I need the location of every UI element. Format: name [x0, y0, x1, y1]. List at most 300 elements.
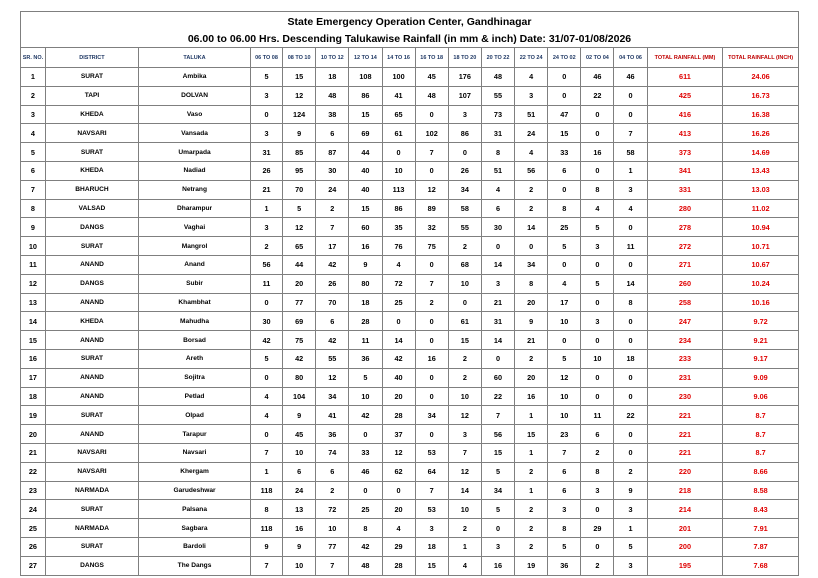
rainfall-report	[20, 11, 799, 576]
cell-h-18-20: 26	[448, 161, 481, 180]
cell-h-12-14: 0	[349, 425, 382, 444]
cell-h-10-12: 48	[316, 86, 349, 105]
column-header-h-20-22: 20 TO 22	[481, 48, 514, 68]
cell-total-mm: 218	[647, 481, 723, 500]
cell-h-10-12: 12	[316, 368, 349, 387]
cell-district: ANAND	[45, 387, 138, 406]
cell-h-08-10: 69	[283, 312, 316, 331]
cell-h-12-14: 15	[349, 105, 382, 124]
cell-district: DANGS	[45, 218, 138, 237]
cell-taluka: Tarapur	[139, 425, 251, 444]
cell-h-22-24: 14	[515, 218, 548, 237]
cell-h-10-12: 42	[316, 331, 349, 350]
cell-h-02-04: 0	[581, 124, 614, 143]
cell-h-02-04: 0	[581, 161, 614, 180]
cell-h-06-08: 118	[250, 519, 282, 538]
cell-h-24-02: 3	[548, 500, 581, 519]
cell-h-18-20: 3	[448, 105, 481, 124]
cell-total-mm: 272	[647, 237, 723, 256]
cell-district: VALSAD	[45, 199, 138, 218]
cell-h-22-24: 2	[515, 199, 548, 218]
cell-h-04-06: 0	[614, 312, 647, 331]
cell-h-18-20: 12	[448, 462, 481, 481]
cell-h-02-04: 0	[581, 500, 614, 519]
cell-h-16-18: 0	[415, 331, 448, 350]
cell-district: BHARUCH	[45, 180, 138, 199]
cell-h-04-06: 0	[614, 368, 647, 387]
cell-taluka: Khergam	[139, 462, 251, 481]
cell-h-04-06: 3	[614, 556, 647, 575]
column-header-total-inch: TOTAL RAINFALL (INCH)	[723, 48, 799, 68]
cell-taluka: Nadiad	[139, 161, 251, 180]
cell-h-04-06: 5	[614, 537, 647, 556]
cell-h-10-12: 42	[316, 255, 349, 274]
cell-h-06-08: 9	[250, 537, 282, 556]
report-title: State Emergency Operation Center, Gandhinagar	[21, 12, 799, 31]
table-row	[21, 218, 799, 237]
cell-h-16-18: 32	[415, 218, 448, 237]
cell-h-06-08: 3	[250, 218, 282, 237]
cell-h-14-16: 37	[382, 425, 415, 444]
cell-h-08-10: 124	[283, 105, 316, 124]
cell-total-inch: 8.7	[723, 443, 799, 462]
cell-h-22-24: 34	[515, 255, 548, 274]
cell-district: DANGS	[45, 274, 138, 293]
cell-h-22-24: 20	[515, 293, 548, 312]
cell-district: SURAT	[45, 68, 138, 87]
cell-h-04-06: 2	[614, 462, 647, 481]
cell-h-20-22: 31	[481, 312, 514, 331]
cell-total-inch: 14.69	[723, 143, 799, 162]
cell-h-18-20: 3	[448, 425, 481, 444]
cell-h-02-04: 10	[581, 349, 614, 368]
cell-district: ANAND	[45, 331, 138, 350]
cell-h-22-24: 24	[515, 124, 548, 143]
cell-h-08-10: 9	[283, 406, 316, 425]
cell-h-16-18: 15	[415, 556, 448, 575]
cell-taluka: The Dangs	[139, 556, 251, 575]
cell-sr-no: 21	[21, 443, 46, 462]
cell-h-14-16: 10	[382, 161, 415, 180]
cell-total-inch: 8.58	[723, 481, 799, 500]
cell-h-06-08: 7	[250, 556, 282, 575]
table-row	[21, 331, 799, 350]
cell-sr-no: 4	[21, 124, 46, 143]
cell-h-16-18: 0	[415, 387, 448, 406]
cell-h-16-18: 7	[415, 274, 448, 293]
cell-h-12-14: 42	[349, 537, 382, 556]
cell-total-mm: 611	[647, 68, 723, 87]
cell-h-04-06: 8	[614, 293, 647, 312]
cell-h-20-22: 5	[481, 462, 514, 481]
cell-h-02-04: 16	[581, 143, 614, 162]
cell-total-inch: 9.17	[723, 349, 799, 368]
cell-h-16-18: 48	[415, 86, 448, 105]
cell-h-22-24: 2	[515, 462, 548, 481]
cell-h-10-12: 2	[316, 199, 349, 218]
cell-h-16-18: 53	[415, 443, 448, 462]
cell-h-06-08: 3	[250, 124, 282, 143]
cell-h-18-20: 86	[448, 124, 481, 143]
cell-total-inch: 13.43	[723, 161, 799, 180]
cell-taluka: Sojitra	[139, 368, 251, 387]
table-row	[21, 105, 799, 124]
cell-h-12-14: 86	[349, 86, 382, 105]
cell-total-mm: 425	[647, 86, 723, 105]
cell-h-22-24: 4	[515, 68, 548, 87]
cell-h-20-22: 51	[481, 161, 514, 180]
cell-district: SURAT	[45, 500, 138, 519]
cell-district: KHEDA	[45, 161, 138, 180]
cell-h-12-14: 8	[349, 519, 382, 538]
cell-h-08-10: 5	[283, 199, 316, 218]
cell-h-24-02: 12	[548, 368, 581, 387]
cell-sr-no: 1	[21, 68, 46, 87]
cell-taluka: Umarpada	[139, 143, 251, 162]
cell-h-06-08: 4	[250, 387, 282, 406]
cell-taluka: Ambika	[139, 68, 251, 87]
cell-total-mm: 260	[647, 274, 723, 293]
header-row	[21, 48, 799, 68]
cell-sr-no: 27	[21, 556, 46, 575]
cell-h-20-22: 6	[481, 199, 514, 218]
cell-sr-no: 20	[21, 425, 46, 444]
cell-h-14-16: 25	[382, 293, 415, 312]
table-row	[21, 481, 799, 500]
cell-h-14-16: 72	[382, 274, 415, 293]
cell-taluka: Olpad	[139, 406, 251, 425]
cell-h-22-24: 56	[515, 161, 548, 180]
cell-total-inch: 9.72	[723, 312, 799, 331]
cell-h-18-20: 7	[448, 443, 481, 462]
cell-taluka: Vaghai	[139, 218, 251, 237]
column-header-total-mm: TOTAL RAINFALL (MM)	[647, 48, 723, 68]
cell-total-inch: 11.02	[723, 199, 799, 218]
column-header-h-04-06: 04 TO 06	[614, 48, 647, 68]
cell-h-10-12: 7	[316, 218, 349, 237]
cell-h-02-04: 46	[581, 68, 614, 87]
cell-h-16-18: 53	[415, 500, 448, 519]
cell-h-18-20: 10	[448, 500, 481, 519]
cell-h-04-06: 14	[614, 274, 647, 293]
cell-h-14-16: 35	[382, 218, 415, 237]
cell-h-16-18: 64	[415, 462, 448, 481]
cell-h-06-08: 1	[250, 199, 282, 218]
cell-h-24-02: 23	[548, 425, 581, 444]
cell-taluka: Vaso	[139, 105, 251, 124]
cell-total-mm: 214	[647, 500, 723, 519]
cell-h-16-18: 7	[415, 143, 448, 162]
cell-h-04-06: 0	[614, 387, 647, 406]
cell-h-10-12: 36	[316, 425, 349, 444]
cell-sr-no: 11	[21, 255, 46, 274]
column-header-h-08-10: 08 TO 10	[283, 48, 316, 68]
cell-h-10-12: 26	[316, 274, 349, 293]
cell-h-04-06: 1	[614, 519, 647, 538]
cell-h-20-22: 0	[481, 237, 514, 256]
cell-h-12-14: 0	[349, 481, 382, 500]
cell-h-06-08: 0	[250, 293, 282, 312]
table-row	[21, 293, 799, 312]
cell-sr-no: 16	[21, 349, 46, 368]
cell-district: NARMADA	[45, 519, 138, 538]
cell-h-14-16: 65	[382, 105, 415, 124]
cell-h-20-22: 21	[481, 293, 514, 312]
cell-h-18-20: 2	[448, 368, 481, 387]
cell-h-02-04: 5	[581, 218, 614, 237]
cell-taluka: Mangrol	[139, 237, 251, 256]
cell-h-08-10: 24	[283, 481, 316, 500]
cell-h-06-08: 0	[250, 105, 282, 124]
table-row	[21, 387, 799, 406]
cell-taluka: Petlad	[139, 387, 251, 406]
cell-h-08-10: 20	[283, 274, 316, 293]
cell-h-24-02: 6	[548, 462, 581, 481]
cell-h-08-10: 13	[283, 500, 316, 519]
cell-h-14-16: 100	[382, 68, 415, 87]
cell-h-16-18: 0	[415, 161, 448, 180]
report-subtitle: 06.00 to 06.00 Hrs. Descending Talukawise Rainfall (in mm & inch) Date: 31/07-01/08/2026	[21, 30, 799, 48]
cell-h-16-18: 7	[415, 481, 448, 500]
cell-h-06-08: 8	[250, 500, 282, 519]
cell-h-02-04: 3	[581, 312, 614, 331]
cell-h-24-02: 0	[548, 180, 581, 199]
table-row	[21, 556, 799, 575]
cell-h-22-24: 1	[515, 443, 548, 462]
cell-h-08-10: 6	[283, 462, 316, 481]
cell-total-inch: 10.94	[723, 218, 799, 237]
cell-h-10-12: 70	[316, 293, 349, 312]
cell-total-mm: 221	[647, 406, 723, 425]
cell-h-24-02: 4	[548, 274, 581, 293]
cell-h-14-16: 4	[382, 519, 415, 538]
column-header-h-02-04: 02 TO 04	[581, 48, 614, 68]
cell-h-24-02: 36	[548, 556, 581, 575]
cell-h-04-06: 3	[614, 180, 647, 199]
cell-h-08-10: 15	[283, 68, 316, 87]
cell-h-14-16: 29	[382, 537, 415, 556]
table-row	[21, 124, 799, 143]
cell-total-inch: 16.26	[723, 124, 799, 143]
cell-h-22-24: 2	[515, 349, 548, 368]
cell-h-10-12: 72	[316, 500, 349, 519]
cell-h-14-16: 76	[382, 237, 415, 256]
cell-h-02-04: 4	[581, 199, 614, 218]
cell-h-24-02: 33	[548, 143, 581, 162]
table-row	[21, 161, 799, 180]
cell-h-12-14: 9	[349, 255, 382, 274]
cell-sr-no: 6	[21, 161, 46, 180]
cell-total-inch: 9.06	[723, 387, 799, 406]
cell-h-12-14: 28	[349, 312, 382, 331]
cell-h-08-10: 9	[283, 537, 316, 556]
table-row	[21, 274, 799, 293]
column-header-taluka: TALUKA	[139, 48, 251, 68]
cell-h-24-02: 8	[548, 519, 581, 538]
cell-total-mm: 221	[647, 443, 723, 462]
cell-h-24-02: 47	[548, 105, 581, 124]
cell-total-inch: 16.73	[723, 86, 799, 105]
cell-h-06-08: 56	[250, 255, 282, 274]
cell-h-20-22: 56	[481, 425, 514, 444]
cell-total-mm: 271	[647, 255, 723, 274]
cell-taluka: Anand	[139, 255, 251, 274]
cell-h-12-14: 46	[349, 462, 382, 481]
cell-h-04-06: 18	[614, 349, 647, 368]
cell-h-20-22: 16	[481, 556, 514, 575]
cell-h-20-22: 0	[481, 519, 514, 538]
cell-h-22-24: 3	[515, 86, 548, 105]
cell-h-12-14: 5	[349, 368, 382, 387]
cell-h-18-20: 4	[448, 556, 481, 575]
cell-sr-no: 18	[21, 387, 46, 406]
cell-h-04-06: 7	[614, 124, 647, 143]
cell-h-20-22: 30	[481, 218, 514, 237]
cell-sr-no: 14	[21, 312, 46, 331]
table-row	[21, 462, 799, 481]
cell-h-02-04: 0	[581, 331, 614, 350]
cell-h-24-02: 10	[548, 406, 581, 425]
cell-h-08-10: 16	[283, 519, 316, 538]
cell-h-02-04: 2	[581, 443, 614, 462]
cell-h-16-18: 0	[415, 312, 448, 331]
cell-sr-no: 17	[21, 368, 46, 387]
cell-h-14-16: 61	[382, 124, 415, 143]
cell-h-08-10: 70	[283, 180, 316, 199]
cell-h-12-14: 80	[349, 274, 382, 293]
cell-total-mm: 221	[647, 425, 723, 444]
cell-total-mm: 230	[647, 387, 723, 406]
cell-taluka: Dharampur	[139, 199, 251, 218]
cell-h-20-22: 3	[481, 537, 514, 556]
cell-h-20-22: 5	[481, 500, 514, 519]
cell-h-18-20: 14	[448, 481, 481, 500]
cell-h-02-04: 0	[581, 368, 614, 387]
table-row	[21, 500, 799, 519]
cell-h-08-10: 10	[283, 556, 316, 575]
cell-h-14-16: 41	[382, 86, 415, 105]
cell-h-02-04: 3	[581, 481, 614, 500]
cell-h-14-16: 28	[382, 556, 415, 575]
cell-h-14-16: 20	[382, 500, 415, 519]
cell-h-20-22: 60	[481, 368, 514, 387]
cell-h-08-10: 77	[283, 293, 316, 312]
cell-h-22-24: 2	[515, 519, 548, 538]
cell-sr-no: 7	[21, 180, 46, 199]
cell-h-10-12: 18	[316, 68, 349, 87]
cell-h-06-08: 0	[250, 425, 282, 444]
cell-h-18-20: 55	[448, 218, 481, 237]
cell-h-06-08: 3	[250, 86, 282, 105]
table-row	[21, 519, 799, 538]
cell-h-10-12: 77	[316, 537, 349, 556]
cell-h-24-02: 0	[548, 68, 581, 87]
cell-h-14-16: 12	[382, 443, 415, 462]
cell-h-20-22: 0	[481, 349, 514, 368]
cell-h-06-08: 2	[250, 237, 282, 256]
cell-h-06-08: 4	[250, 406, 282, 425]
cell-district: SURAT	[45, 237, 138, 256]
cell-h-16-18: 0	[415, 105, 448, 124]
table-row	[21, 86, 799, 105]
cell-h-16-18: 0	[415, 425, 448, 444]
cell-total-inch: 8.7	[723, 425, 799, 444]
cell-sr-no: 25	[21, 519, 46, 538]
cell-district: ANAND	[45, 425, 138, 444]
cell-taluka: Palsana	[139, 500, 251, 519]
cell-h-14-16: 40	[382, 368, 415, 387]
cell-h-06-08: 0	[250, 368, 282, 387]
cell-total-mm: 233	[647, 349, 723, 368]
cell-h-16-18: 18	[415, 537, 448, 556]
cell-h-16-18: 2	[415, 293, 448, 312]
cell-h-02-04: 29	[581, 519, 614, 538]
cell-total-mm: 416	[647, 105, 723, 124]
cell-h-12-14: 15	[349, 199, 382, 218]
cell-h-06-08: 21	[250, 180, 282, 199]
cell-h-16-18: 16	[415, 349, 448, 368]
cell-district: KHEDA	[45, 312, 138, 331]
cell-h-10-12: 6	[316, 312, 349, 331]
cell-h-20-22: 15	[481, 443, 514, 462]
cell-h-10-12: 55	[316, 349, 349, 368]
cell-h-06-08: 31	[250, 143, 282, 162]
cell-h-18-20: 68	[448, 255, 481, 274]
cell-h-14-16: 86	[382, 199, 415, 218]
cell-district: NARMADA	[45, 481, 138, 500]
cell-h-02-04: 8	[581, 180, 614, 199]
cell-h-10-12: 74	[316, 443, 349, 462]
cell-h-24-02: 6	[548, 161, 581, 180]
cell-h-02-04: 0	[581, 105, 614, 124]
cell-h-20-22: 14	[481, 331, 514, 350]
cell-sr-no: 9	[21, 218, 46, 237]
cell-h-10-12: 10	[316, 519, 349, 538]
cell-h-24-02: 5	[548, 537, 581, 556]
cell-h-12-14: 42	[349, 406, 382, 425]
cell-h-10-12: 41	[316, 406, 349, 425]
cell-h-20-22: 3	[481, 274, 514, 293]
cell-district: SURAT	[45, 406, 138, 425]
table-row	[21, 537, 799, 556]
cell-sr-no: 26	[21, 537, 46, 556]
cell-sr-no: 23	[21, 481, 46, 500]
cell-sr-no: 3	[21, 105, 46, 124]
cell-h-12-14: 10	[349, 387, 382, 406]
cell-h-22-24: 4	[515, 143, 548, 162]
cell-h-16-18: 34	[415, 406, 448, 425]
cell-total-inch: 10.24	[723, 274, 799, 293]
column-header-h-10-12: 10 TO 12	[316, 48, 349, 68]
cell-h-20-22: 4	[481, 180, 514, 199]
cell-taluka: Mahudha	[139, 312, 251, 331]
cell-taluka: Garudeshwar	[139, 481, 251, 500]
cell-h-10-12: 24	[316, 180, 349, 199]
cell-h-04-06: 9	[614, 481, 647, 500]
cell-sr-no: 12	[21, 274, 46, 293]
column-header-h-22-24: 22 TO 24	[515, 48, 548, 68]
cell-h-24-02: 0	[548, 255, 581, 274]
cell-h-04-06: 0	[614, 331, 647, 350]
cell-total-mm: 234	[647, 331, 723, 350]
cell-total-inch: 7.91	[723, 519, 799, 538]
cell-h-16-18: 0	[415, 255, 448, 274]
cell-h-18-20: 2	[448, 349, 481, 368]
cell-district: SURAT	[45, 349, 138, 368]
cell-district: NAVSARI	[45, 124, 138, 143]
cell-h-24-02: 7	[548, 443, 581, 462]
cell-h-20-22: 22	[481, 387, 514, 406]
